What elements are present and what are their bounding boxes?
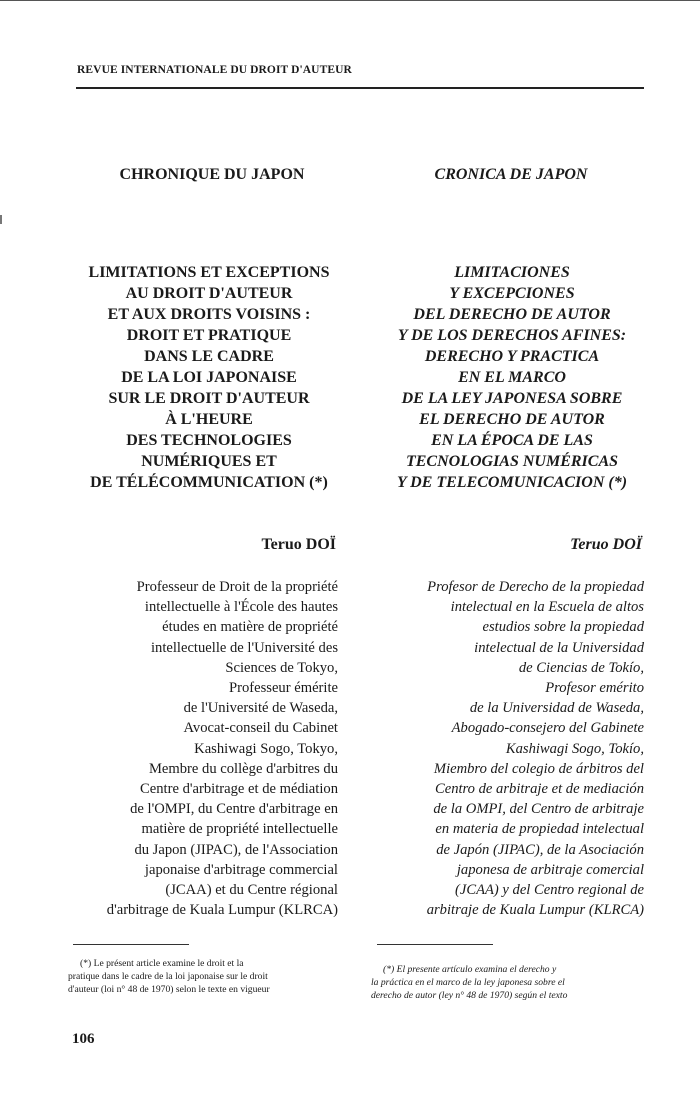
title-line: NUMÉRIQUES ET bbox=[141, 453, 277, 470]
title-line: LIMITACIONES bbox=[454, 264, 570, 281]
title-line: DERECHO Y PRACTICA bbox=[424, 348, 600, 365]
affiliation-line: japonaise d'arbitrage commercial bbox=[144, 861, 338, 878]
footnote-line: (*) El presente artículo examina el derecho y bbox=[383, 964, 557, 975]
footnote-rule-fr bbox=[73, 944, 189, 945]
affiliation-line: intelectual de la Universidad bbox=[474, 639, 644, 656]
affiliation-line: en materia de propiedad intelectual bbox=[435, 821, 644, 838]
affiliation-line: de l'OMPI, du Centre d'arbitrage en bbox=[130, 801, 338, 818]
affiliation-line: Professeur émérite bbox=[228, 680, 338, 697]
page-number: 106 bbox=[72, 1031, 95, 1047]
footnote-line: pratique dans le cadre de la loi japonaise sur le droit bbox=[68, 971, 268, 982]
footnote-line: derecho de autor (ley n° 48 de 1970) según el texto bbox=[371, 990, 568, 1001]
affiliation-line: matière de propriété intellectuelle bbox=[141, 821, 338, 838]
affiliation-line: intellectuelle à l'École des hautes bbox=[144, 599, 338, 616]
title-line: LIMITATIONS ET EXCEPTIONS bbox=[88, 264, 330, 281]
affiliation-line: Membre du collège d'arbitres du bbox=[148, 760, 338, 777]
affiliation-line: de l'Université de Waseda, bbox=[183, 700, 338, 717]
title-line: DE TÉLÉCOMMUNICATION (*) bbox=[90, 474, 328, 491]
affiliation-line: (JCAA) et du Centre régional bbox=[165, 882, 338, 899]
author-name-fr: Teruo DOÏ bbox=[261, 536, 336, 553]
title-line: À L'HEURE bbox=[165, 411, 253, 428]
affiliation-line: japonesa de arbitraje comercial bbox=[456, 861, 644, 878]
affiliation-line: de Ciencias de Tokío, bbox=[518, 659, 644, 676]
title-line: DE LA LEY JAPONESA SOBRE bbox=[401, 390, 623, 407]
footnote-es bbox=[371, 963, 646, 1002]
affiliation-line: intellectuelle de l'Université des bbox=[150, 639, 338, 656]
title-line: EL DERECHO DE AUTOR bbox=[419, 411, 605, 428]
article-title-fr bbox=[72, 262, 346, 493]
affiliation-line: Centro de arbitraje et de mediación bbox=[434, 781, 644, 798]
affiliation-line: Kashiwagi Sogo, Tokío, bbox=[505, 740, 644, 757]
author-affiliation-es bbox=[372, 577, 644, 920]
title-line: TECNOLOGIAS NUMÉRICAS bbox=[405, 453, 619, 470]
affiliation-line: Profesor emérito bbox=[545, 680, 644, 697]
title-line: Y DE TELECOMUNICACION (*) bbox=[396, 474, 628, 491]
affiliation-line: Avocat-conseil du Cabinet bbox=[183, 720, 338, 737]
title-line: SUR LE DROIT D'AUTEUR bbox=[108, 390, 310, 407]
title-line: DE LA LOI JAPONAISE bbox=[121, 369, 297, 386]
affiliation-line: Profesor de Derecho de la propiedad bbox=[427, 579, 644, 595]
title-line: Y EXCEPCIONES bbox=[449, 285, 575, 302]
affiliation-line: de la Universidad de Waseda, bbox=[469, 700, 644, 717]
title-line: DROIT ET PRATIQUE bbox=[126, 327, 292, 344]
footnote-line: la práctica en el marco de la ley japonesa sobre el bbox=[371, 977, 565, 988]
affiliation-line: de la OMPI, del Centro de arbitraje bbox=[433, 801, 644, 818]
top-edge-rule bbox=[0, 0, 700, 1]
affiliation-line: Abogado-consejero del Gabinete bbox=[451, 720, 644, 737]
affiliation-line: études en matière de propriété bbox=[162, 619, 338, 636]
affiliation-line: Kashiwagi Sogo, Tokyo, bbox=[194, 740, 338, 757]
title-line: EN LA ÉPOCA DE LAS bbox=[431, 432, 593, 449]
title-line: EN EL MARCO bbox=[458, 369, 566, 386]
affiliation-line: d'arbitrage de Kuala Lumpur (KLRCA) bbox=[106, 902, 338, 919]
affiliation-line: arbitraje de Kuala Lumpur (KLRCA) bbox=[426, 902, 644, 919]
chronicle-title-es: CRONICA DE JAPON bbox=[434, 166, 588, 183]
journal-header: REVUE INTERNATIONALE DU DROIT D'AUTEUR bbox=[77, 64, 352, 76]
footnote-rule-es bbox=[377, 944, 493, 945]
title-line: Y DE LOS DERECHOS AFINES: bbox=[397, 327, 627, 344]
article-title-es bbox=[376, 262, 648, 493]
chronicle-title-fr: CHRONIQUE DU JAPON bbox=[119, 166, 305, 183]
affiliation-line: Professeur de Droit de la propriété bbox=[136, 579, 338, 595]
title-line: AU DROIT D'AUTEUR bbox=[125, 285, 293, 302]
author-affiliation-fr bbox=[68, 577, 338, 920]
affiliation-line: Miembro del colegio de árbitros del bbox=[433, 760, 644, 777]
affiliation-line: de Japón (JIPAC), de la Asociación bbox=[436, 841, 644, 858]
header-rule bbox=[76, 87, 644, 89]
affiliation-line: du Japon (JIPAC), de l'Association bbox=[134, 841, 338, 858]
author-name-es: Teruo DOÏ bbox=[570, 536, 642, 553]
title-line: DES TECHNOLOGIES bbox=[126, 432, 292, 449]
footnote-fr bbox=[68, 957, 336, 996]
title-line: DEL DERECHO DE AUTOR bbox=[413, 306, 611, 323]
affiliation-line: intelectual en la Escuela de altos bbox=[450, 599, 644, 616]
title-line: DANS LE CADRE bbox=[144, 348, 274, 365]
affiliation-line: Centre d'arbitrage et de médiation bbox=[140, 781, 338, 798]
affiliation-line: Sciences de Tokyo, bbox=[225, 659, 338, 676]
footnote-line: d'auteur (loi n° 48 de 1970) selon le texte en vigueur bbox=[68, 984, 270, 995]
affiliation-line: estudios sobre la propiedad bbox=[482, 619, 644, 636]
footnote-line: (*) Le présent article examine le droit et la bbox=[80, 958, 244, 969]
affiliation-line: (JCAA) y del Centro regional de bbox=[455, 882, 644, 899]
margin-mark bbox=[0, 215, 2, 224]
title-line: ET AUX DROITS VOISINS : bbox=[107, 306, 311, 323]
